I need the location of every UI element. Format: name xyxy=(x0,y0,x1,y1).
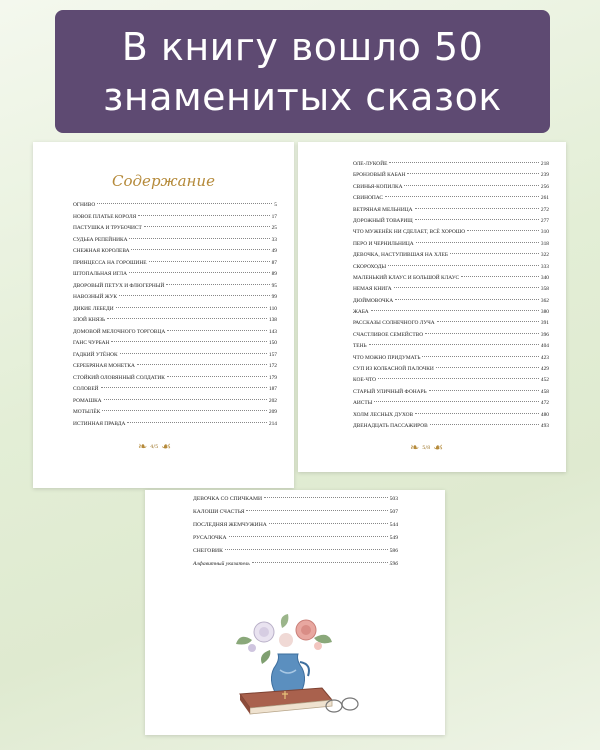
leader-dots xyxy=(388,265,539,266)
toc-entry-title: ДОРОЖНЫЙ ТОВАРИЩ xyxy=(353,217,413,224)
leader-dots xyxy=(167,330,267,331)
toc-entry-page: 33 xyxy=(271,236,277,243)
leader-dots xyxy=(385,196,539,197)
toc-entry xyxy=(353,309,549,320)
toc-entry xyxy=(73,409,277,421)
toc-entry xyxy=(353,195,549,206)
toc-entry-page: 507 xyxy=(389,509,398,515)
leader-dots xyxy=(374,401,539,402)
toc-entry-title: СВИНОПАС xyxy=(353,195,383,202)
toc-entry-page: 396 xyxy=(540,331,549,338)
toc-entry-title: ПОСЛЕДНЯЯ ЖЕМЧУЖИНА xyxy=(193,522,267,528)
leader-dots xyxy=(425,333,539,334)
toc-entry-page: 5 xyxy=(274,202,277,208)
toc-entry xyxy=(73,237,277,249)
toc-entry-title: ВЕТРЯНАЯ МЕЛЬНИЦА xyxy=(353,206,413,213)
toc-entry xyxy=(353,161,549,172)
toc-entry-page: 318 xyxy=(540,240,549,247)
toc-entry-page: 209 xyxy=(268,409,277,415)
toc-entry-title: ОЛЕ-ЛУКОЙЕ xyxy=(353,161,388,167)
page-number: 4/5 xyxy=(150,444,159,450)
toc-entry-page: 480 xyxy=(540,411,549,418)
toc-entry xyxy=(73,214,277,226)
toc-entry xyxy=(73,352,277,364)
toc-entry xyxy=(73,317,277,329)
toc-entry-page: 277 xyxy=(540,217,549,224)
toc-entry-page: 503 xyxy=(389,496,398,502)
toc-entry-page: 172 xyxy=(268,363,277,369)
leader-dots xyxy=(131,249,269,250)
leader-dots xyxy=(107,318,267,319)
toc-entry xyxy=(353,389,549,400)
toc-entry-page: 214 xyxy=(268,420,277,427)
toc-entry-page: 256 xyxy=(540,183,549,190)
toc-entry-page: 429 xyxy=(540,366,549,373)
leader-dots xyxy=(225,549,388,550)
toc-entry-page: 272 xyxy=(540,206,549,213)
contents-title: Содержание xyxy=(112,172,215,190)
toc-entry-title: РАССКАЗЫ СОЛНЕЧНОГО ЛУЧА xyxy=(353,320,435,327)
toc-entry xyxy=(353,264,549,275)
toc-entry xyxy=(73,421,277,433)
toc-entry-page: 340 xyxy=(540,274,549,281)
toc-entry-page: 322 xyxy=(540,252,549,259)
toc-entry-page: 391 xyxy=(540,320,549,327)
toc-entry-title: РУСАЛОЧКА xyxy=(193,535,227,541)
toc-entry-page: 17 xyxy=(271,213,277,220)
toc-entry-page: 187 xyxy=(268,386,277,392)
toc-entry-page: 138 xyxy=(268,317,277,323)
toc-entry xyxy=(73,340,277,352)
toc-entry xyxy=(353,332,549,343)
toc-entry-title: КАЛОШИ СЧАСТЬЯ xyxy=(193,509,245,515)
toc-entry xyxy=(73,306,277,318)
leader-dots xyxy=(407,173,539,174)
toc-entry-title: ГАДКИЙ УТЁНОК xyxy=(73,351,118,358)
flourish-icon: ☙ xyxy=(161,440,172,453)
toc-entry-title: БРОНЗОВЫЙ КАБАН xyxy=(353,172,406,179)
toc-entry-title: СОЛОВЕЙ xyxy=(73,386,99,392)
toc-entry-title: МАЛЕНЬКИЙ КЛАУС И БОЛЬШОЙ КЛАУС xyxy=(353,274,460,281)
leader-dots xyxy=(461,276,539,277)
leader-dots xyxy=(138,215,269,216)
toc-entry xyxy=(353,252,549,263)
toc-entry-page: 143 xyxy=(268,328,277,335)
toc-entry-title: ЧТО МУЖЕНЁК НИ СДЕЛАЕТ, ВСЁ ХОРОШО xyxy=(353,229,466,236)
toc-entry-page: 89 xyxy=(271,271,277,277)
leader-dots xyxy=(415,208,539,209)
toc-entry xyxy=(353,275,549,286)
page-ornament xyxy=(410,443,443,453)
leader-dots xyxy=(429,390,539,391)
leader-dots xyxy=(416,242,539,243)
toc-entry xyxy=(73,398,277,410)
toc-entry-page: 458 xyxy=(540,388,549,395)
toc-list xyxy=(353,161,549,434)
toc-entry xyxy=(73,260,277,272)
toc-entry-title: ПАСТУШКА И ТРУБОЧИСТ xyxy=(73,225,142,231)
toc-entry xyxy=(73,283,277,295)
flourish-icon: ❧ xyxy=(410,441,420,454)
toc-entry-title: СУДЬБА РЕПЕЙНИКА xyxy=(73,236,128,243)
toc-entry-page: 202 xyxy=(268,397,277,404)
toc-entry-page: 549 xyxy=(389,535,398,541)
toc-entry-page: 380 xyxy=(540,309,549,316)
toc-entry-page: 179 xyxy=(268,374,277,381)
headline-banner xyxy=(55,10,550,133)
vase-flowers-book-glasses-icon xyxy=(222,610,362,722)
leader-dots xyxy=(394,287,539,288)
leader-dots xyxy=(450,253,539,254)
toc-entry-title: СТОЙКИЙ ОЛОВЯННЫЙ СОЛДАТИК xyxy=(73,374,165,381)
leader-dots xyxy=(467,230,539,231)
leader-dots xyxy=(166,284,269,285)
toc-entry-page: 472 xyxy=(540,400,549,407)
toc-entry xyxy=(353,366,549,377)
toc-entry-title: СКОРОХОДЫ xyxy=(353,263,387,270)
toc-entry-page: 333 xyxy=(540,263,549,270)
toc-list xyxy=(193,496,398,574)
leader-dots xyxy=(252,562,388,563)
toc-entry-title: РОМАШКА xyxy=(73,397,102,404)
toc-entry xyxy=(73,329,277,341)
contents-page-left xyxy=(33,142,294,488)
toc-entry-title: НАВОЗНЫЙ ЖУК xyxy=(73,294,117,300)
toc-entry xyxy=(353,412,549,423)
leader-dots xyxy=(127,422,267,423)
leader-dots xyxy=(415,413,539,414)
leader-dots xyxy=(102,410,267,411)
leader-dots xyxy=(97,203,272,204)
toc-entry xyxy=(73,386,277,398)
leader-dots xyxy=(389,162,539,163)
toc-entry xyxy=(193,522,398,535)
toc-entry-title: СНЕГОВИК xyxy=(193,548,223,554)
leader-dots xyxy=(371,310,539,311)
toc-entry xyxy=(353,241,549,252)
toc-entry-title: АИСТЫ xyxy=(353,400,373,407)
toc-entry xyxy=(193,535,398,548)
toc-entry-title: ДВЕНАДЦАТЬ ПАССАЖИРОВ xyxy=(353,422,428,429)
toc-entry-page: 493 xyxy=(540,422,549,429)
toc-entry-page: 218 xyxy=(540,161,549,167)
leader-dots xyxy=(264,497,388,498)
leader-dots xyxy=(422,356,538,357)
leader-dots xyxy=(369,344,539,345)
toc-entry-title: СНЕЖНАЯ КОРОЛЕВА xyxy=(73,248,130,254)
toc-entry-page: 544 xyxy=(389,522,398,528)
toc-entry-title: ГАНС ЧУРБАН xyxy=(73,340,110,346)
toc-entry-title: НЕМАЯ КНИГА xyxy=(353,286,392,293)
toc-entry-page: 423 xyxy=(540,354,549,361)
toc-entry xyxy=(353,343,549,354)
toc-entry-title: ОГНИВО xyxy=(73,202,96,208)
toc-entry xyxy=(353,423,549,434)
leader-dots xyxy=(404,185,538,186)
toc-entry xyxy=(353,286,549,297)
toc-entry-title: МОТЫЛЁК xyxy=(73,409,101,415)
leader-dots xyxy=(101,387,267,388)
toc-entry-page: 95 xyxy=(271,282,277,289)
toc-entry-title: СВИНЬЯ-КОПИЛКА xyxy=(353,183,403,190)
toc-entry-page: 452 xyxy=(540,377,549,384)
toc-entry xyxy=(353,355,549,366)
toc-entry-title: Алфавитный указатель xyxy=(193,561,250,567)
toc-entry xyxy=(353,320,549,331)
toc-entry xyxy=(73,271,277,283)
toc-entry-page: 596 xyxy=(389,561,398,567)
leader-dots xyxy=(104,399,267,400)
toc-entry xyxy=(193,496,398,509)
toc-entry-title: ШТОПАЛЬНАЯ ИГЛА xyxy=(73,271,127,277)
toc-entry-page: 239 xyxy=(540,172,549,179)
contents-page-right xyxy=(298,142,566,472)
toc-entry xyxy=(353,400,549,411)
leader-dots xyxy=(437,321,539,322)
toc-entry-title: ТЕНЬ xyxy=(353,343,367,350)
toc-entry-page: 404 xyxy=(540,343,549,350)
toc-entry-title: СТАРЫЙ УЛИЧНЫЙ ФОНАРЬ xyxy=(353,388,427,395)
toc-entry-page: 99 xyxy=(271,294,277,300)
leader-dots xyxy=(167,376,267,377)
page-number: 5/8 xyxy=(422,445,431,451)
toc-entry xyxy=(73,363,277,375)
toc-entry xyxy=(353,184,549,195)
toc-entry xyxy=(193,509,398,522)
toc-entry-title: ДОМОВОЙ МЕЛОЧНОГО ТОРГОВЦА xyxy=(73,328,166,335)
leader-dots xyxy=(116,307,268,308)
flourish-icon: ❧ xyxy=(138,440,148,453)
toc-entry-title: СУП ИЗ КОЛБАСНОЙ ПАЛОЧКИ xyxy=(353,366,434,373)
toc-entry xyxy=(353,207,549,218)
leader-dots xyxy=(229,536,388,537)
leader-dots xyxy=(395,299,539,300)
toc-entry-title: СЕРЕБРЯНАЯ МОНЕТКА xyxy=(73,363,135,369)
toc-entry-page: 87 xyxy=(271,259,277,266)
leader-dots xyxy=(129,238,269,239)
toc-entry xyxy=(73,225,277,237)
toc-entry-title: НОВОЕ ПЛАТЬЕ КОРОЛЯ xyxy=(73,213,137,220)
leader-dots xyxy=(246,510,387,511)
toc-entry xyxy=(193,548,398,561)
leader-dots xyxy=(149,261,270,262)
toc-entry-title: КОЕ-ЧТО xyxy=(353,377,377,384)
toc-entry xyxy=(73,248,277,260)
toc-entry-title: ПРИНЦЕССА НА ГОРОШИНЕ xyxy=(73,259,147,266)
toc-entry-title: СЧАСТЛИВОЕ СЕМЕЙСТВО xyxy=(353,331,424,338)
toc-entry-page: 157 xyxy=(268,351,277,358)
leader-dots xyxy=(436,367,539,368)
leader-dots xyxy=(111,341,267,342)
flourish-icon: ☙ xyxy=(433,441,444,454)
page-ornament xyxy=(138,442,171,452)
leader-dots xyxy=(119,295,270,296)
headline-line-1: В книгу вошло 50 xyxy=(121,24,484,69)
toc-entry-title: ПЕРО И ЧЕРНИЛЬНИЦА xyxy=(353,240,414,247)
toc-entry-page: 586 xyxy=(389,548,398,554)
toc-entry-page: 25 xyxy=(271,225,277,231)
toc-entry-page: 362 xyxy=(540,297,549,304)
leader-dots xyxy=(269,523,388,524)
leader-dots xyxy=(137,364,267,365)
toc-entry xyxy=(193,561,398,574)
contents-page-last xyxy=(145,490,445,735)
toc-entry xyxy=(353,377,549,388)
leader-dots xyxy=(144,226,270,227)
toc-entry-page: 110 xyxy=(269,305,277,312)
toc-list xyxy=(73,202,277,432)
toc-entry-page: 150 xyxy=(268,340,277,346)
toc-entry xyxy=(73,375,277,387)
leader-dots xyxy=(129,272,270,273)
toc-entry-page: 310 xyxy=(540,229,549,236)
leader-dots xyxy=(415,219,539,220)
toc-entry-title: ЧТО МОЖНО ПРИДУМАТЬ xyxy=(353,354,421,361)
toc-entry-title: ДЕВОЧКА, НАСТУПИВШАЯ НА ХЛЕБ xyxy=(353,252,448,259)
toc-entry-title: ДИКИЕ ЛЕБЕДИ xyxy=(73,305,114,312)
toc-entry-page: 358 xyxy=(540,286,549,293)
toc-entry-page: 49 xyxy=(271,248,277,254)
toc-entry-title: ЗЛОЙ КНЯЗЬ xyxy=(73,317,106,323)
toc-entry xyxy=(73,202,277,214)
toc-entry xyxy=(353,218,549,229)
leader-dots xyxy=(378,378,539,379)
toc-entry-title: ИСТИННАЯ ПРАВДА xyxy=(73,420,126,427)
toc-entry-title: ХОЛМ ЛЕСНЫХ ДУХОВ xyxy=(353,411,414,418)
toc-entry-page: 261 xyxy=(540,195,549,202)
toc-entry-title: ЖАБА xyxy=(353,309,369,316)
toc-entry-title: ДВОРОВЫЙ ПЕТУХ И ФЛЮГЕРНЫЙ xyxy=(73,282,165,289)
toc-entry-title: ДЕВОЧКА СО СПИЧКАМИ xyxy=(193,496,263,502)
leader-dots xyxy=(430,424,539,425)
toc-entry xyxy=(353,229,549,240)
toc-entry xyxy=(353,298,549,309)
toc-entry xyxy=(73,294,277,306)
toc-entry-title: ДЮЙМОВОЧКА xyxy=(353,297,394,304)
toc-entry xyxy=(353,172,549,183)
leader-dots xyxy=(120,353,267,354)
headline-line-2: знаменитых сказок xyxy=(103,74,502,119)
